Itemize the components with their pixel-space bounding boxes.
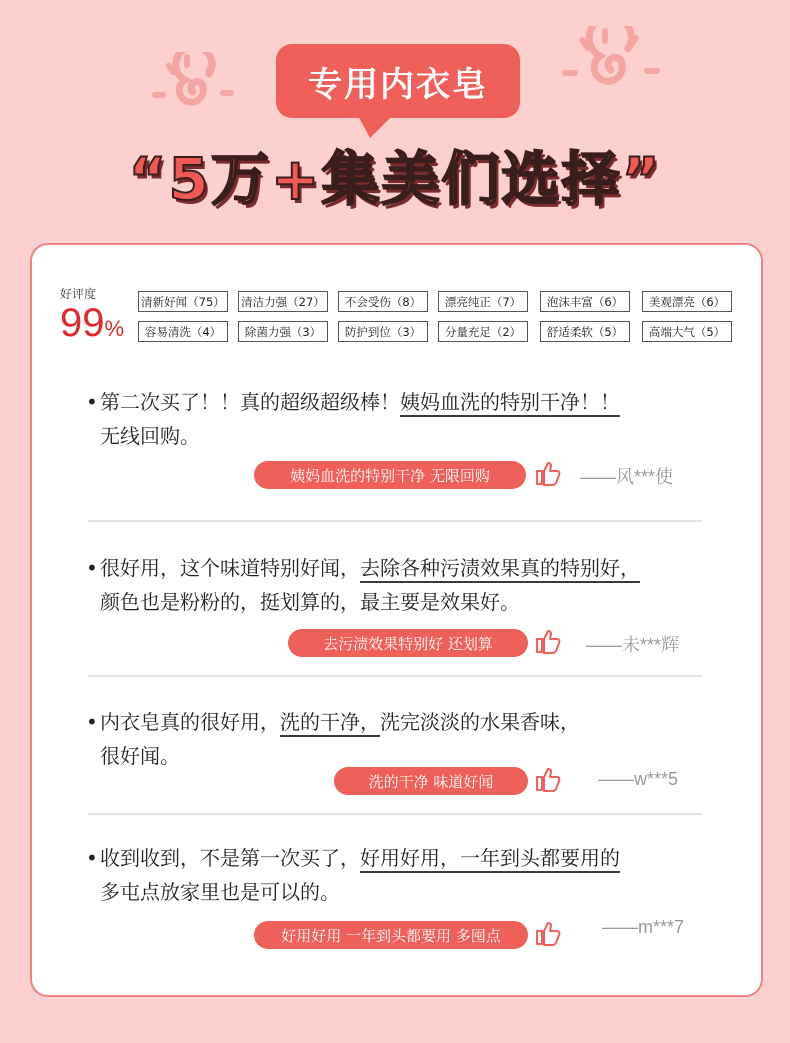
rating-tag: 清洁力强（27） bbox=[238, 291, 328, 312]
thumbs-up-icon bbox=[534, 627, 562, 655]
review-text: • 第二次买了！！真的超级超级棒！姨妈血洗的特别干净！！ 无线回购。 bbox=[86, 390, 620, 448]
thumbs-up-icon bbox=[534, 459, 562, 487]
rating-tag: 清新好闻（75） bbox=[138, 291, 228, 312]
review-author: ——m***7 bbox=[602, 917, 685, 937]
review-text: • 很好用，这个味道特别好闻，去除各种污渍效果真的特别好， 颜色也是粉粉的，挺划算的，最主要是效果好。 bbox=[86, 556, 640, 614]
divider bbox=[88, 813, 702, 815]
thumbs-up-icon bbox=[534, 765, 562, 793]
rating-percent: 99% bbox=[60, 301, 125, 345]
review-highlight-pill: 姨妈血洗的特别干净 无限回购 bbox=[254, 461, 526, 489]
rating-tag: 不会受伤（8） bbox=[338, 291, 428, 312]
swirl-sun-icon-left bbox=[148, 52, 238, 122]
divider bbox=[88, 520, 702, 522]
rating-tag: 防护到位（3） bbox=[338, 321, 428, 342]
review-highlight-pill: 去污渍效果特别好 还划算 bbox=[288, 629, 528, 657]
review-author: ——未***辉 bbox=[586, 635, 680, 655]
review-author: ——风***使 bbox=[580, 467, 674, 487]
rating-tag: 容易清洗（4） bbox=[138, 321, 228, 342]
rating-label: 好评度 bbox=[60, 287, 97, 301]
review-card bbox=[30, 243, 763, 997]
divider bbox=[88, 675, 702, 677]
headline: “5万+集美们选择” bbox=[128, 145, 662, 213]
review-author: ——w***5 bbox=[598, 769, 679, 789]
product-label-bubble: 专用内衣皂 bbox=[276, 44, 520, 118]
review-highlight-pill: 好用好用 一年到头都要用 多囤点 bbox=[254, 921, 528, 949]
review-highlight-pill: 洗的干净 味道好闻 bbox=[334, 767, 528, 795]
thumbs-up-icon bbox=[534, 919, 562, 947]
review-text: • 收到收到，不是第一次买了，好用好用，一年到头都要用的 多屯点放家里也是可以的。 bbox=[86, 846, 620, 904]
rating-tag: 泡沫丰富（6） bbox=[540, 291, 630, 312]
rating-tag: 除菌力强（3） bbox=[238, 321, 328, 342]
rating-tag: 美观漂亮（6） bbox=[642, 291, 732, 312]
review-text: • 内衣皂真的很好用，洗的干净，洗完淡淡的水果香味， 很好闻。 bbox=[86, 710, 580, 768]
swirl-sun-icon-right bbox=[556, 26, 666, 106]
rating-tag: 高端大气（5） bbox=[642, 321, 732, 342]
rating-tag: 分量充足（2） bbox=[438, 321, 528, 342]
rating-tag: 漂亮纯正（7） bbox=[438, 291, 528, 312]
rating-tag: 舒适柔软（5） bbox=[540, 321, 630, 342]
